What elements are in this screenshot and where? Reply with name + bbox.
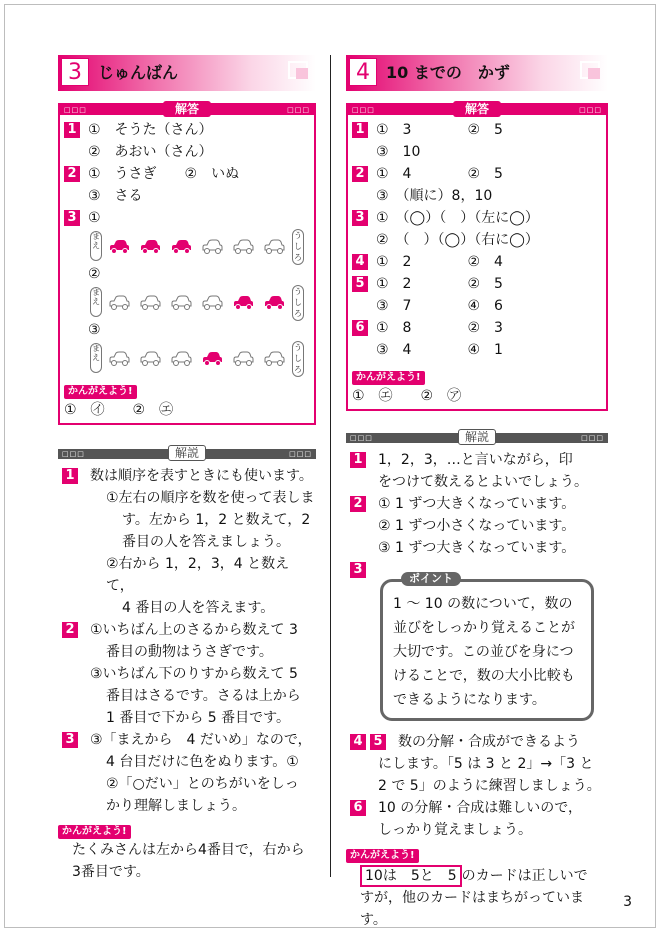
- answer-line: ①: [88, 210, 101, 226]
- explain-line: にします。「5 は 3 と 2」→「3 と: [378, 756, 594, 772]
- back-tag: う し ろ: [292, 285, 304, 321]
- question-number: 2: [350, 496, 366, 512]
- explain-line: ①いちばん上のさるから数えて 3: [90, 622, 298, 638]
- answer-line: ① うさぎ ② いぬ: [88, 166, 240, 182]
- explain-line: 10 の分解・合成は難しいので，: [378, 800, 582, 816]
- explain-label: 解説: [458, 429, 496, 445]
- front-tag: ま え: [90, 231, 102, 261]
- explain-block-1: [58, 465, 316, 619]
- answer-label: 解答: [163, 101, 211, 117]
- kangaeyou-answer: ① ㋑ ② ㋓: [64, 402, 174, 418]
- section-title: じゅんばん: [98, 63, 179, 82]
- point-label: ポイント: [401, 572, 461, 586]
- kangaeyou-text: 10は 5と 5 のカードは正しいで すが，他のカードはまちがっています。: [346, 865, 608, 931]
- explain-line: 番目の動物はうさぎです。: [106, 644, 273, 660]
- car-filled-icon: [232, 294, 254, 310]
- answer-line: ② （ ）（◯）（右に◯）: [376, 232, 539, 248]
- question-number: 2: [62, 622, 78, 638]
- card-text-box: 10は 5と 5: [360, 865, 462, 887]
- section-number: 3: [61, 58, 89, 86]
- decorative-squares-icon: [288, 61, 310, 81]
- explain-line: ③ 1 ずつ大きくなっています。: [378, 540, 576, 556]
- explain-block-2: [58, 619, 316, 729]
- answer-label: 解答: [453, 101, 501, 117]
- left-column: [58, 55, 316, 883]
- explain-line: ② 1 ずつ小さくなっています。: [378, 518, 576, 534]
- question-number: 4: [352, 254, 368, 270]
- car-outline-icon: [108, 350, 130, 366]
- explain-line: ②右から 1，2，3，4 と数えて，: [106, 556, 290, 594]
- car-outline-icon: [139, 350, 161, 366]
- explain-line: 数は順序を表すときにも使います。: [90, 468, 313, 484]
- answer-line: ① 2 ② 5: [376, 276, 503, 292]
- kangaeyou-text: たくみさんは左から4番目で，右から 3番目です。: [72, 842, 305, 880]
- car-outline-icon: [232, 350, 254, 366]
- explain-line: 1，2，3，…と言いながら，印: [378, 452, 573, 468]
- car-row: [60, 229, 314, 263]
- car-outline-icon: [108, 294, 130, 310]
- question-number: 3: [64, 210, 80, 226]
- answer-box: [58, 103, 316, 425]
- section-title: 10 までの かず: [386, 63, 510, 82]
- explain-block-1: [346, 449, 608, 493]
- answer-line: ③ さる: [88, 188, 143, 204]
- car-row: [60, 341, 314, 375]
- section-header-4: [346, 55, 608, 91]
- car-outline-icon: [201, 294, 223, 310]
- answer-line: ① 3 ② 5: [376, 122, 503, 138]
- explain-line: す。左から 1，2 と数えて，2: [122, 512, 311, 528]
- explain-block-2: [346, 493, 608, 559]
- answer-line: ③ 4 ④ 1: [376, 342, 503, 358]
- answer-line: ③ 10: [376, 144, 421, 160]
- answer-line: ① 8 ② 3: [376, 320, 503, 336]
- explain-line: 4 台目だけに色をぬります。①: [106, 754, 299, 770]
- car-outline-icon: [201, 238, 223, 254]
- question-number: 6: [352, 320, 368, 336]
- point-box: ポイント 1 ～ 10 の数について，数の 並びをしっかり覚えることが 大切です。この並びを身につ けることで，数の大小比較も できるようになります。: [380, 579, 594, 721]
- car-row: [60, 285, 314, 319]
- answer-line: ① 4 ② 5: [376, 166, 503, 182]
- answer-line: ③: [88, 322, 101, 338]
- car-filled-icon: [201, 350, 223, 366]
- car-filled-icon: [108, 238, 130, 254]
- car-outline-icon: [170, 350, 192, 366]
- section-header-3: [58, 55, 316, 91]
- explain-line: かり理解しましょう。: [106, 798, 246, 814]
- question-number: 1: [64, 122, 80, 138]
- explain-line: ②「○だい」とのちがいをしっ: [106, 776, 299, 792]
- question-number: 5: [352, 276, 368, 292]
- explain-line: ③「まえから 4 だいめ」なので，: [90, 732, 312, 748]
- car-filled-icon: [170, 238, 192, 254]
- front-tag: ま え: [90, 343, 102, 373]
- answer-line: ① 2 ② 4: [376, 254, 503, 270]
- section-number: 4: [349, 58, 377, 86]
- car-outline-icon: [232, 238, 254, 254]
- answer-line: ③ （順に）8，10: [376, 188, 493, 204]
- car-filled-icon: [263, 294, 285, 310]
- explain-tab-bar: □□□ 解説 □□□: [346, 433, 608, 443]
- car-outline-icon: [263, 350, 285, 366]
- explain-line: 2 で 5」のように練習しましょう。: [378, 778, 601, 794]
- column-divider: [330, 55, 331, 877]
- question-number: 3: [352, 210, 368, 226]
- back-tag: う し ろ: [292, 229, 304, 265]
- kangaeyou-answer: ① ㋓ ② ㋐: [352, 388, 462, 404]
- answer-line: ① （◯）（ ）（左に◯）: [376, 210, 539, 226]
- front-tag: ま え: [90, 287, 102, 317]
- question-number: 2: [352, 166, 368, 182]
- car-outline-icon: [263, 238, 285, 254]
- question-number: 4: [350, 734, 366, 750]
- explain-line: ① 1 ずつ大きくなっています。: [378, 496, 576, 512]
- question-number: 6: [350, 800, 366, 816]
- kangaeyou-label: かんがえよう!: [58, 825, 131, 839]
- explain-block-4-5: [346, 731, 608, 797]
- explain-block-6: [346, 797, 608, 841]
- question-number: 3: [62, 732, 78, 748]
- explain-line: しっかり覚えましょう。: [378, 822, 532, 838]
- page-number: 3: [623, 894, 632, 910]
- answer-tab-bar: □□□ 解答 □□□: [348, 105, 606, 115]
- explain-label: 解説: [168, 445, 206, 461]
- answer-line: ③ 7 ④ 6: [376, 298, 503, 314]
- explain-block-3: [58, 729, 316, 817]
- question-number: 1: [62, 468, 78, 484]
- car-filled-icon: [139, 238, 161, 254]
- explain-line: をつけて数えるとよいでしょう。: [378, 474, 588, 490]
- explain-line: ③いちばん下のりすから数えて 5: [90, 666, 298, 682]
- question-number: 1: [350, 452, 366, 468]
- explain-line: 4 番目の人を答えます。: [122, 600, 275, 616]
- kangaeyou-label: かんがえよう!: [64, 385, 137, 399]
- explain-line: 1 番目で下から 5 番目です。: [106, 710, 291, 726]
- answer-line: ① そうた（さん）: [88, 122, 213, 138]
- right-column: [346, 55, 608, 931]
- kangaeyou-label: かんがえよう!: [346, 849, 419, 863]
- question-number: 3: [350, 562, 366, 578]
- question-number: 2: [64, 166, 80, 182]
- answer-line: ② あおい（さん）: [88, 144, 213, 160]
- answer-box: [346, 103, 608, 411]
- answer-tab-bar: □□□ 解答 □□□: [60, 105, 314, 115]
- answer-line: ②: [88, 266, 101, 282]
- explain-line: 番目の人を答えましょう。: [122, 534, 290, 550]
- back-tag: う し ろ: [292, 341, 304, 377]
- car-outline-icon: [139, 294, 161, 310]
- decorative-squares-icon: [580, 61, 602, 81]
- explain-line: ①左右の順序を数を使って表しま: [106, 490, 315, 506]
- car-outline-icon: [170, 294, 192, 310]
- explain-line: 数の分解・合成ができるよう: [398, 734, 580, 750]
- question-number: 1: [352, 122, 368, 138]
- explain-tab-bar: □□□ 解説 □□□: [58, 449, 316, 459]
- question-number: 5: [370, 734, 386, 750]
- explain-line: 番目はさるです。さるは上から: [106, 688, 301, 704]
- kangaeyou-label: かんがえよう!: [352, 371, 425, 385]
